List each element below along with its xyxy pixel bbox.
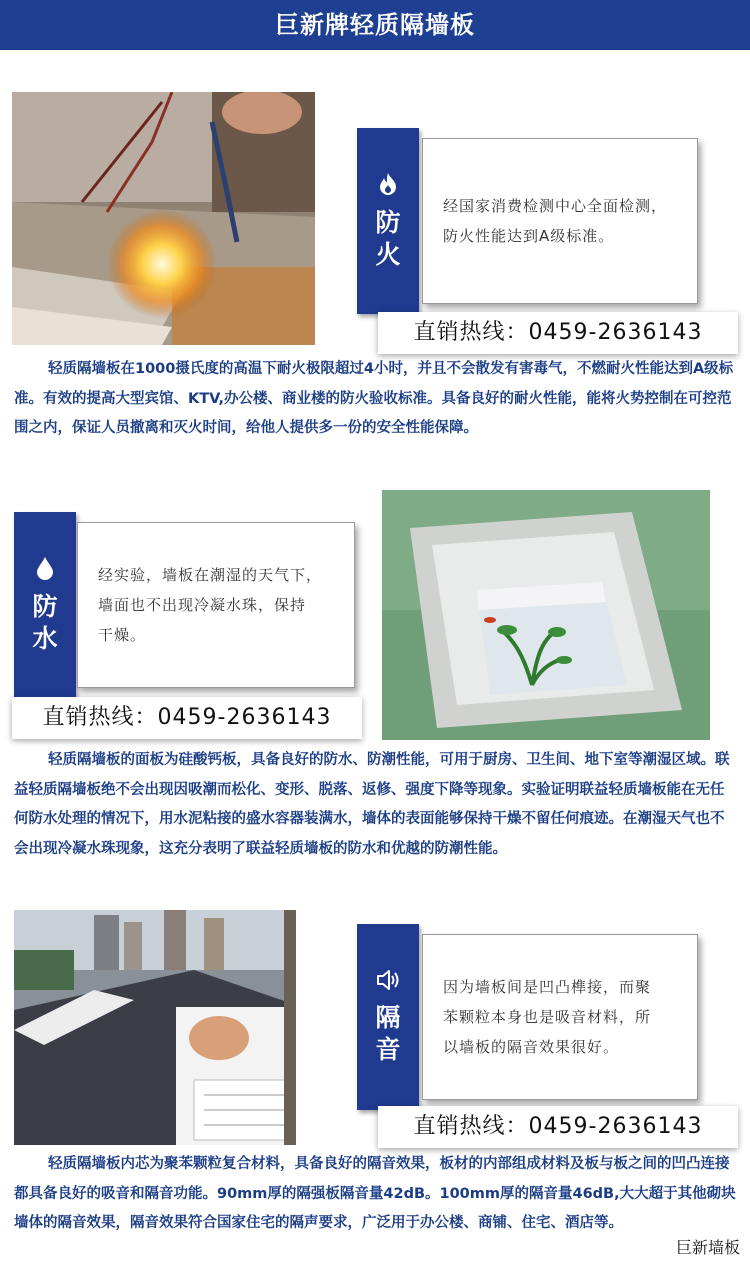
fire-card-line-1: 经国家消费检测中心全面检测，	[443, 197, 668, 215]
water-hotline-text: 直销热线：0459-2636143	[42, 705, 332, 730]
sound-info-card	[422, 934, 698, 1100]
water-tab-char-2: 水	[32, 623, 58, 653]
fire-tab-char-1: 防	[375, 207, 401, 237]
sound-card-line-2: 苯颗粒本身也是吸音材料，所	[443, 1008, 652, 1026]
sound-hotline	[378, 1106, 738, 1148]
fire-hotline	[378, 312, 738, 354]
water-tab-char-1: 防	[32, 591, 58, 621]
fire-description: 轻质隔墙板在1000摄氏度的高温下耐火极限超过4小时，并且不会散发有害毒气，不燃耐火性能达到A级标准。有效的提高大型宾馆、KTV,办公楼、商业楼的防火验收标准。具备良好的耐火性能，能将火势控制在可控范围之内，保证人员撤离和灭火时间，给他人提供多一份的安全性能保障。	[14, 361, 734, 436]
sound-tab	[357, 924, 419, 1110]
water-card-line-2: 墙面也不出现冷凝水珠，保持	[98, 596, 307, 614]
sound-tab-char-1: 隔	[375, 1002, 401, 1032]
sound-card-line-3: 以墙板的隔音效果很好。	[443, 1038, 620, 1056]
water-description: 轻质隔墙板的面板为硅酸钙板，具备良好的防水、防潮性能，可用于厨房、卫生间、地下室等潮湿区域。联益轻质隔墙板绝不会出现因吸潮而松化、变形、脱落、返修、强度下降等现象。实验证明联益轻质墙板能在无任何防水处理的情况下，用水泥粘接的盛水容器装满水，墙体的表面能够保持干燥不留任何痕迹。在潮湿天气也不会出现冷凝水珠现象，这充分表明了联益轻质墙板的防水和优越的防潮性能。	[14, 752, 730, 857]
fire-info-card	[422, 138, 698, 304]
water-hotline	[12, 697, 362, 739]
page-header	[0, 0, 750, 50]
water-card-line-1: 经实验，墙板在潮湿的天气下，	[98, 566, 323, 584]
fire-tab-char-2: 火	[375, 239, 401, 269]
water-test-photo	[382, 490, 710, 740]
page-title: 巨新牌轻质隔墙板	[275, 11, 475, 39]
fire-hotline-text: 直销热线：0459-2636143	[413, 320, 703, 345]
fire-tab	[357, 128, 419, 314]
water-tab	[14, 512, 76, 698]
sound-description: 轻质隔墙板内芯为聚苯颗粒复合材料，具备良好的隔音效果，板材的内部组成材料及板与板之间的凹凸连接都具备良好的吸音和隔音功能。90mm厚的隔强板隔音量42dB。100mm厚的隔音量46dB,大大超于其他砌块墙体的隔音效果，隔音效果符合国家住宅的隔声要求，广泛用于办公楼、商铺、住宅、酒店等。	[14, 1156, 736, 1231]
fire-test-photo	[12, 92, 315, 345]
flame-icon	[377, 172, 399, 201]
fire-card-line-2: 防火性能达到A级标准。	[443, 227, 615, 245]
sound-card-line-1: 因为墙板间是凹凸榫接，而聚	[443, 978, 652, 996]
sound-hotline-text: 直销热线：0459-2636143	[413, 1114, 703, 1139]
sound-tab-char-2: 音	[375, 1034, 401, 1064]
water-drop-icon	[36, 556, 54, 585]
watermark: 巨新墙板	[675, 1238, 740, 1257]
water-card-line-3: 干燥。	[98, 626, 147, 644]
speaker-icon	[376, 969, 400, 996]
water-info-card	[77, 522, 355, 688]
sound-test-photo	[14, 910, 296, 1145]
